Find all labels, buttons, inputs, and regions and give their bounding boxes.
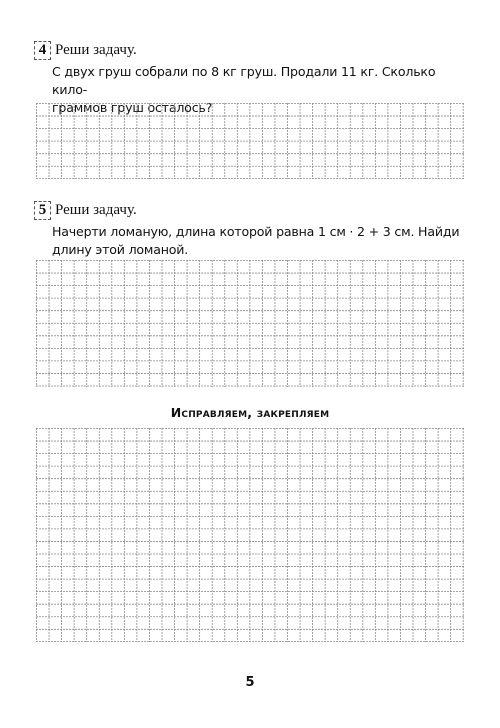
- task-instruction: Реши задачу.: [55, 42, 137, 58]
- task-text-line: граммов груш осталось?: [52, 100, 213, 115]
- task-text-line: С двух груш собрали по 8 кг груш. Продали 11 кг. Сколько кило-: [52, 64, 436, 97]
- section-title: Исправляем, закрепляем: [170, 405, 330, 420]
- task-number-box: 5: [34, 201, 51, 220]
- task-text-line: длину этой ломаной.: [52, 242, 189, 257]
- answer-grid-task-5[interactable]: [36, 260, 463, 387]
- answer-grid-section[interactable]: [36, 428, 463, 642]
- grid-lines: [36, 260, 464, 387]
- task-5-text: [52, 223, 472, 259]
- task-number-box: 4: [34, 41, 51, 60]
- page-number: 5: [245, 675, 255, 690]
- grid-lines: [36, 428, 464, 642]
- task-text-line: Начерти ломаную, длина которой равна 1 см · 2 + 3 см. Найди: [52, 224, 460, 239]
- task-instruction: Реши задачу.: [55, 202, 137, 218]
- grid-lines: [36, 103, 464, 179]
- answer-grid-task-4[interactable]: [36, 103, 463, 179]
- task-5-header: [34, 201, 137, 220]
- task-4-header: [34, 41, 137, 60]
